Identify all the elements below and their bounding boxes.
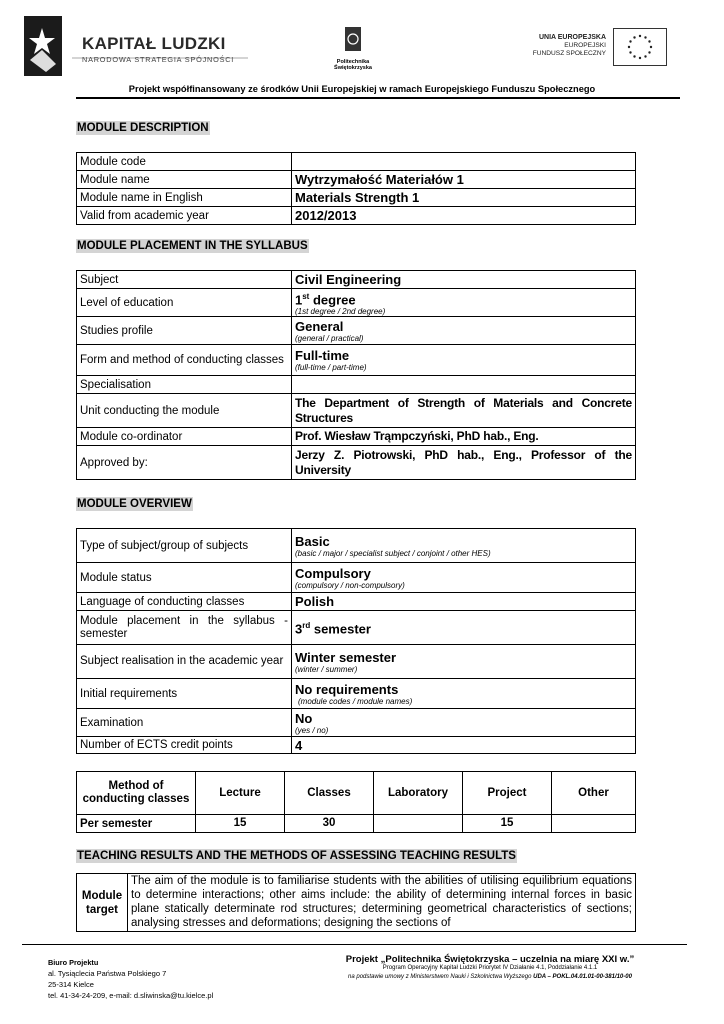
header-divider (76, 97, 680, 99)
teaching-results-table (76, 873, 636, 932)
hours-header-laboratory: Laboratory (374, 772, 463, 815)
semester-tail: semester (310, 621, 371, 637)
class-hours-table (76, 771, 636, 833)
semester-label: Module placement in the syllabus - semester (77, 611, 292, 645)
table-row (77, 271, 636, 289)
examination-cell (292, 709, 636, 737)
section-module-overview: MODULE OVERVIEW (77, 498, 192, 510)
realisation-label: Subject realisation in the academic year (77, 645, 292, 679)
profile-label: Studies profile (77, 317, 292, 345)
eu-line-1: UNIA EUROPEJSKA (538, 34, 606, 41)
semester-cell (292, 611, 636, 645)
module-code-label: Module code (77, 153, 292, 171)
hours-header-row (77, 772, 636, 815)
table-row (77, 645, 636, 679)
office-contact: tel. 41-34-24-209, e-mail: d.sliwinska@tu.kielce.pl (48, 991, 214, 1000)
ects-label: Number of ECTS credit points (77, 737, 292, 754)
table-row (77, 153, 636, 171)
module-name-en-label: Module name in English (77, 189, 292, 207)
realisation-cell (292, 645, 636, 679)
level-label: Level of education (77, 289, 292, 317)
coordinator-label: Module co-ordinator (77, 428, 292, 446)
module-target-label: Module target (77, 874, 128, 932)
subject-label: Subject (77, 271, 292, 289)
table-row (77, 317, 636, 345)
table-row (77, 593, 636, 611)
unit-value: The Department of Strength of Materials and Concrete Structures (292, 394, 636, 428)
eu-line-3: FUNDUSZ SPOŁECZNY (532, 50, 606, 57)
type-hint: (basic / major / specialist subject / conjoint / other HES) (295, 548, 491, 558)
approved-value: Jerzy Z. Piotrowski, PhD hab., Eng., Professor of the University (292, 446, 636, 480)
module-description-table (76, 152, 636, 225)
status-cell (292, 563, 636, 593)
table-row (77, 709, 636, 737)
eu-line-2: EUROPEJSKI (564, 42, 606, 49)
table-row (77, 207, 636, 225)
table-row (77, 345, 636, 376)
subject-value: Civil Engineering (292, 271, 636, 289)
type-label: Type of subject/group of subjects (77, 529, 292, 563)
project-office (48, 957, 213, 1001)
status-label: Module status (77, 563, 292, 593)
requirements-cell (292, 679, 636, 709)
ects-value: 4 (292, 737, 636, 754)
footer-divider (22, 944, 687, 945)
eu-text (520, 34, 606, 58)
kapital-ludzki-title: KAPITAŁ LUDZKI (82, 34, 226, 53)
classes-hours: 30 (285, 815, 374, 833)
module-overview-table (76, 528, 636, 754)
section-teaching-results: TEACHING RESULTS AND THE METHODS OF ASSESSING TEACHING RESULTS (77, 850, 516, 862)
hours-header-other: Other (552, 772, 636, 815)
module-code-value (292, 153, 636, 171)
hours-per-semester-row (77, 815, 636, 833)
specialisation-value (292, 376, 636, 394)
valid-from-value: 2012/2013 (292, 207, 636, 225)
eu-flag-icon (613, 28, 667, 66)
requirements-value: No requirements (295, 681, 399, 697)
table-row (77, 189, 636, 207)
university-logo-label: Politechnika Świętokrzyska (334, 59, 372, 71)
project-program: Program Operacyjny Kapitał Ludzki Priorytet IV Działanie 4.1, Poddziałanie 4.1.1 (382, 965, 598, 971)
table-row (77, 611, 636, 645)
unit-label: Unit conducting the module (77, 394, 292, 428)
status-value: Compulsory (295, 565, 371, 581)
profile-hint: (general / practical) (295, 333, 364, 343)
table-row (77, 376, 636, 394)
cofinancing-statement: Projekt współfinansowany ze środków Unii Europejskiej w ramach Europejskiego Funduszu Społecznego (128, 84, 596, 94)
table-row (77, 679, 636, 709)
table-row (77, 563, 636, 593)
coordinator-value: Prof. Wiesław Trąmpczyński, PhD hab., Eng. (292, 428, 636, 446)
form-value: Full-time (295, 348, 350, 364)
realisation-value: Winter semester (295, 649, 397, 665)
level-sup: st (302, 292, 310, 301)
table-row (77, 737, 636, 754)
form-hint: (full-time / part-time) (295, 363, 367, 373)
project-hours: 15 (463, 815, 552, 833)
other-hours (552, 815, 636, 833)
kapital-ludzki-subtitle: NARODOWA STRATEGIA SPÓJNOŚCI (82, 55, 235, 64)
level-cell (292, 289, 636, 317)
laboratory-hours (374, 815, 463, 833)
level-value: 1 (295, 292, 303, 308)
hours-header-lecture: Lecture (196, 772, 285, 815)
realisation-hint: (winter / summer) (295, 664, 358, 674)
requirements-hint: (module codes / module names) (298, 696, 413, 706)
status-hint: (compulsory / non-compulsory) (295, 580, 405, 590)
per-semester-label: Per semester (77, 815, 196, 833)
semester-value: 3 (295, 621, 303, 637)
semester-sup: rd (302, 621, 311, 631)
office-address-2: 25-314 Kielce (48, 980, 94, 989)
table-row (77, 394, 636, 428)
form-cell (292, 345, 636, 376)
examination-label: Examination (77, 709, 292, 737)
table-row (77, 428, 636, 446)
specialisation-label: Specialisation (77, 376, 292, 394)
language-label: Language of conducting classes (77, 593, 292, 611)
section-module-placement: MODULE PLACEMENT IN THE SYLLABUS (77, 240, 308, 252)
table-row (77, 874, 636, 932)
type-value: Basic (295, 533, 330, 549)
project-info (290, 955, 690, 982)
module-name-label: Module name (77, 171, 292, 189)
section-module-description: MODULE DESCRIPTION (77, 122, 209, 134)
office-address-1: al. Tysiąclecia Państwa Polskiego 7 (48, 969, 167, 978)
examination-value: No (295, 710, 313, 726)
profile-cell (292, 317, 636, 345)
project-agreement: na podstawie umowy z Ministerstwem Nauki i Szkolnictwa Wyższego (348, 974, 532, 980)
module-name-en-value: Materials Strength 1 (292, 189, 636, 207)
language-value: Polish (292, 593, 636, 611)
table-row (77, 171, 636, 189)
table-row (77, 289, 636, 317)
valid-from-label: Valid from academic year (77, 207, 292, 225)
form-label: Form and method of conducting classes (77, 345, 292, 376)
table-row (77, 446, 636, 480)
office-title: Biuro Projektu (48, 958, 99, 967)
approved-label: Approved by: (77, 446, 292, 480)
level-tail: degree (309, 292, 356, 308)
project-number: UDA – POKL.04.01.01-00-381/10-00 (533, 974, 632, 980)
type-cell (292, 529, 636, 563)
module-placement-table (76, 270, 636, 480)
hours-header-project: Project (463, 772, 552, 815)
lecture-hours: 15 (196, 815, 285, 833)
requirements-label: Initial requirements (77, 679, 292, 709)
module-target-text: The aim of the module is to familiarise students with the abilities of utilising equilibrium equations to determine interactions; other aims include: the ability of determining internal forces in basic plane statically determinate rod structures; determining geometrical characteristics of sections; analysing stresses and deformations; designing the sections of (128, 874, 636, 932)
university-logo (318, 26, 388, 74)
examination-hint: (yes / no) (295, 725, 329, 735)
hours-header-method: Method of conducting classes (77, 772, 196, 815)
project-title: Projekt „Politechnika Świętokrzyska – uczelnia na miarę XXI w.” (345, 954, 635, 965)
module-name-value: Wytrzymałość Materiałów 1 (292, 171, 636, 189)
profile-value: General (295, 318, 344, 334)
level-hint: (1st degree / 2nd degree) (295, 307, 386, 317)
table-row (77, 529, 636, 563)
hours-header-classes: Classes (285, 772, 374, 815)
university-emblem-icon (344, 26, 362, 52)
